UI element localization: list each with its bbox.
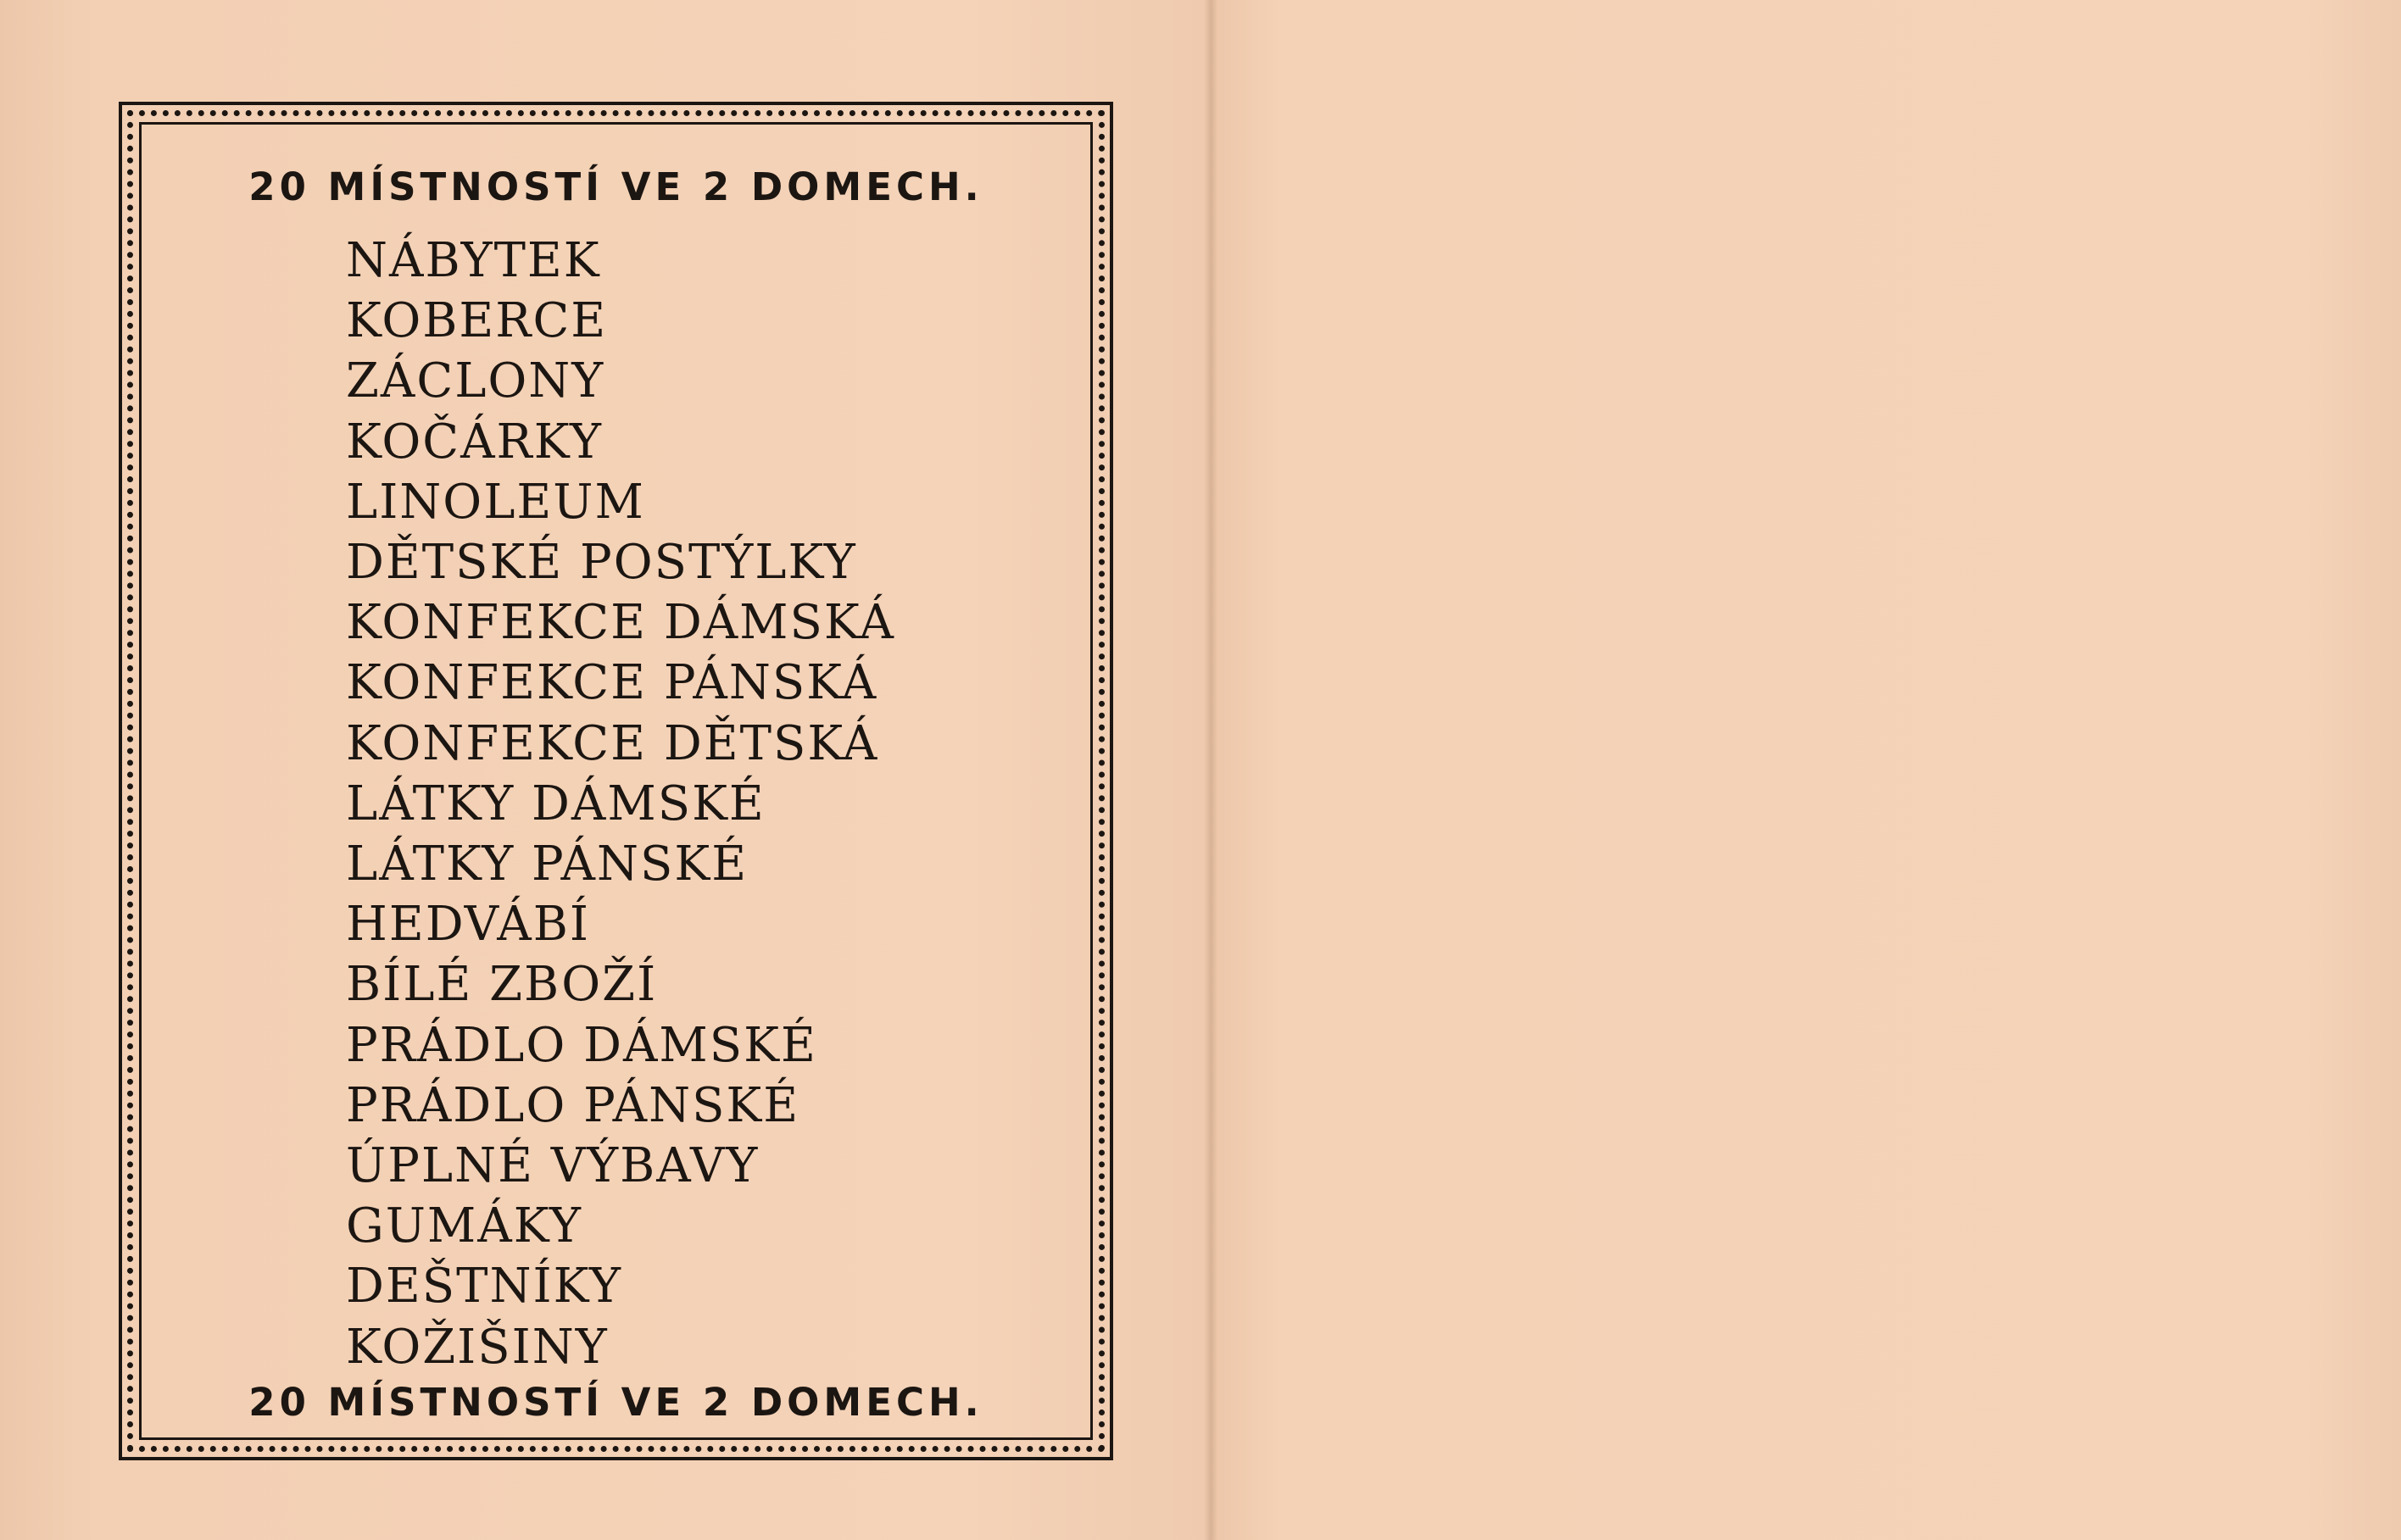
goods-item: KOŽIŠINY [346, 1319, 609, 1375]
goods-item: PRÁDLO DÁMSKÉ [346, 1017, 817, 1073]
goods-item: KONFEKCE DÁMSKÁ [346, 595, 895, 651]
goods-item: HEDVÁBÍ [346, 897, 590, 953]
right-page [1211, 0, 2401, 1540]
goods-item: DEŠTNÍKY [346, 1259, 622, 1315]
goods-item: PRÁDLO PÁNSKÉ [346, 1077, 800, 1133]
goods-item: KONFEKCE PÁNSKÁ [346, 655, 878, 711]
goods-item: LINOLEUM [346, 474, 645, 530]
goods-item: KONFEKCE DĚTSKÁ [346, 715, 879, 771]
goods-item: BÍLÉ ZBOŽÍ [346, 957, 658, 1013]
goods-item: DĚTSKÉ POSTÝLKY [346, 535, 857, 591]
goods-item: LÁTKY DÁMSKÉ [346, 776, 766, 831]
goods-item: LÁTKY PÁNSKÉ [346, 837, 749, 892]
book-fold [1204, 0, 1217, 1540]
headline-bottom: 20 MÍSTNOSTÍ VE 2 DOMECH. [248, 1380, 983, 1425]
goods-item: KOBERCE [346, 293, 608, 349]
left-page-content [142, 125, 1089, 1437]
goods-item: GUMÁKY [346, 1198, 583, 1254]
left-page-frame [119, 102, 1113, 1460]
headline-top: 20 MÍSTNOSTÍ VE 2 DOMECH. [248, 164, 983, 209]
goods-item: ÚPLNÉ VÝBAVY [346, 1138, 760, 1194]
goods-item: NÁBYTEK [346, 233, 601, 288]
goods-item: KOČÁRKY [346, 414, 603, 470]
goods-list [346, 231, 895, 1377]
goods-item: ZÁCLONY [346, 353, 605, 409]
